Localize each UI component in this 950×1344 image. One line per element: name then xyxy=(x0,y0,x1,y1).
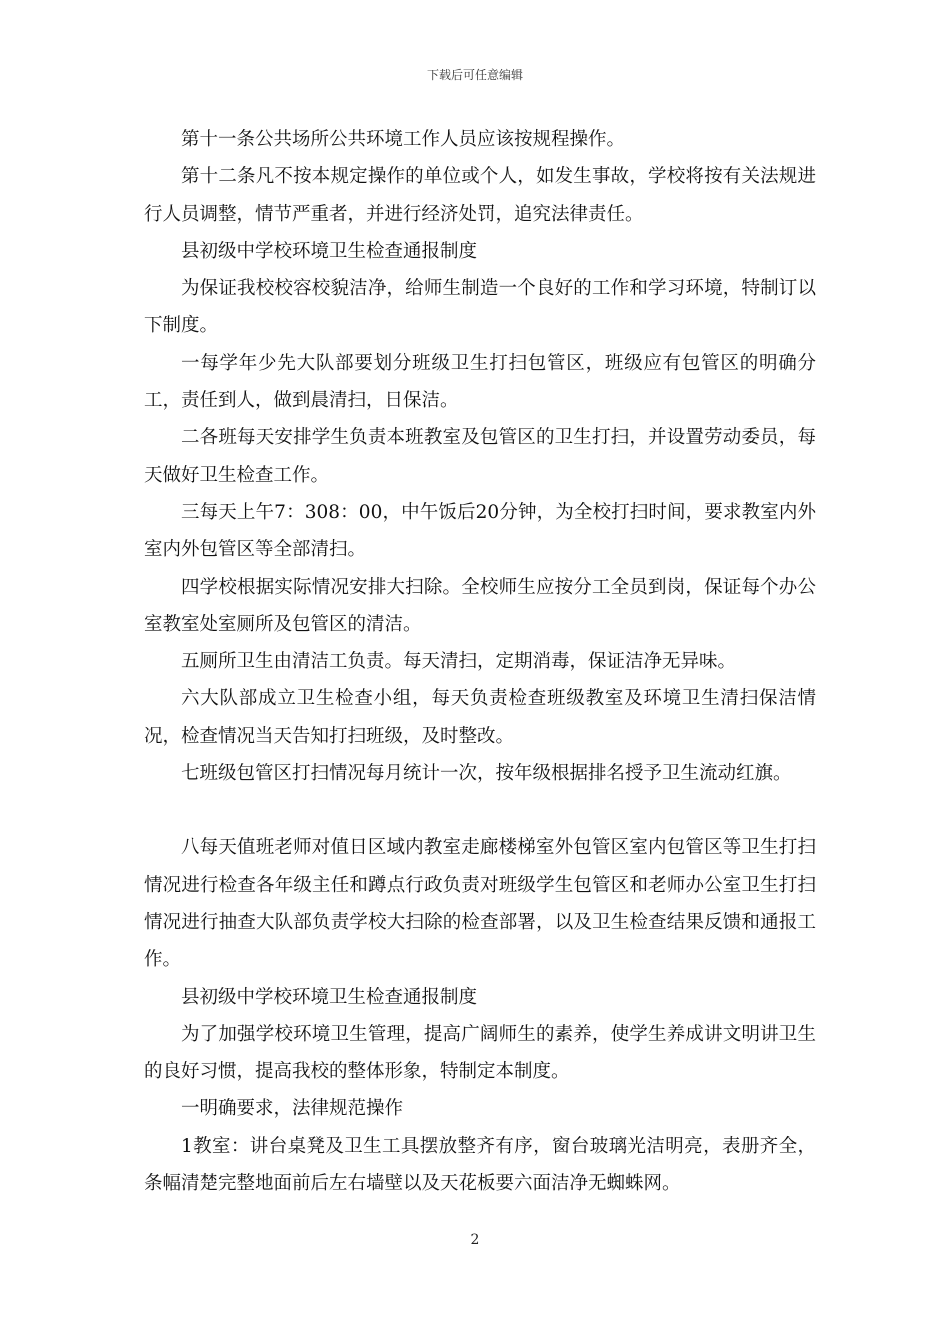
paragraph-item-3: 三每天上午7：308：00，中午饭后20分钟，为全校打扫时间，要求教室内外室内外包管区等全部清扫。 xyxy=(144,501,816,561)
section-title: 县初级中学校环境卫生检查通报制度 xyxy=(181,240,478,262)
paragraph-classroom: 1教室：讲台桌凳及卫生工具摆放整齐有序，窗台玻璃光洁明亮，表册齐全，条幅清楚完整地面前后左右墙壁以及天花板要六面洁净无蜘蛛网。 xyxy=(144,1135,816,1195)
paragraph-item-1: 一每学年少先大队部要划分班级卫生打扫包管区，班级应有包管区的明确分工，责任到人，做到晨清扫，日保洁。 xyxy=(144,352,816,412)
paragraph-item-7: 七班级包管区打扫情况每月统计一次，按年级根据排名授予卫生流动红旗。 xyxy=(181,763,792,785)
paragraph-item-4: 四学校根据实际情况安排大扫除。全校师生应按分工全员到岗，保证每个办公室教室处室厕所及包管区的清洁。 xyxy=(144,576,816,635)
document-body xyxy=(144,121,816,1202)
page-number: 2 xyxy=(470,1232,480,1248)
paragraph-item-8: 八每天值班老师对值日区域内教室走廊楼梯室外包管区室内包管区等卫生打扫情况进行检查各年级主任和蹲点行政负责对班级学生包管区和老师办公室卫生打扫情况进行抽查大队部负责学校大扫除的检查部署，以及卫生检查结果反馈和通报工作。 xyxy=(144,837,816,971)
section-title-repeat: 县初级中学校环境卫生检查通报制度 xyxy=(181,986,478,1008)
subsection-heading: 一明确要求，法律规范操作 xyxy=(181,1098,404,1120)
paragraph-article-11: 第十一条公共场所公共环境工作人员应该按规程操作。 xyxy=(181,129,626,150)
paragraph-item-6: 六大队部成立卫生检查小组，每天负责检查班级教室及环境卫生清扫保洁情况，检查情况当天告知打扫班级，及时整改。 xyxy=(144,688,816,747)
paragraph-item-2: 二各班每天安排学生负责本班教室及包管区的卫生打扫，并设置劳动委员，每天做好卫生检查工作。 xyxy=(144,427,816,486)
paragraph-item-5: 五厕所卫生由清洁工负责。每天清扫，定期消毒，保证洁净无异味。 xyxy=(181,651,737,673)
page-header: 下载后可任意编辑 xyxy=(426,68,523,82)
paragraph-article-12: 第十二条凡不按本规定操作的单位或个人，如发生事故，学校将按有关法规进行人员调整，情节严重者，并进行经济处罚，追究法律责任。 xyxy=(144,166,816,225)
paragraph-purpose: 为了加强学校环境卫生管理，提高广阔师生的素养，使学生养成讲文明讲卫生的良好习惯，提高我校的整体形象，特制定本制度。 xyxy=(144,1023,816,1083)
paragraph-intro: 为保证我校校容校貌洁净，给师生制造一个良好的工作和学习环境，特制订以下制度。 xyxy=(144,278,816,337)
